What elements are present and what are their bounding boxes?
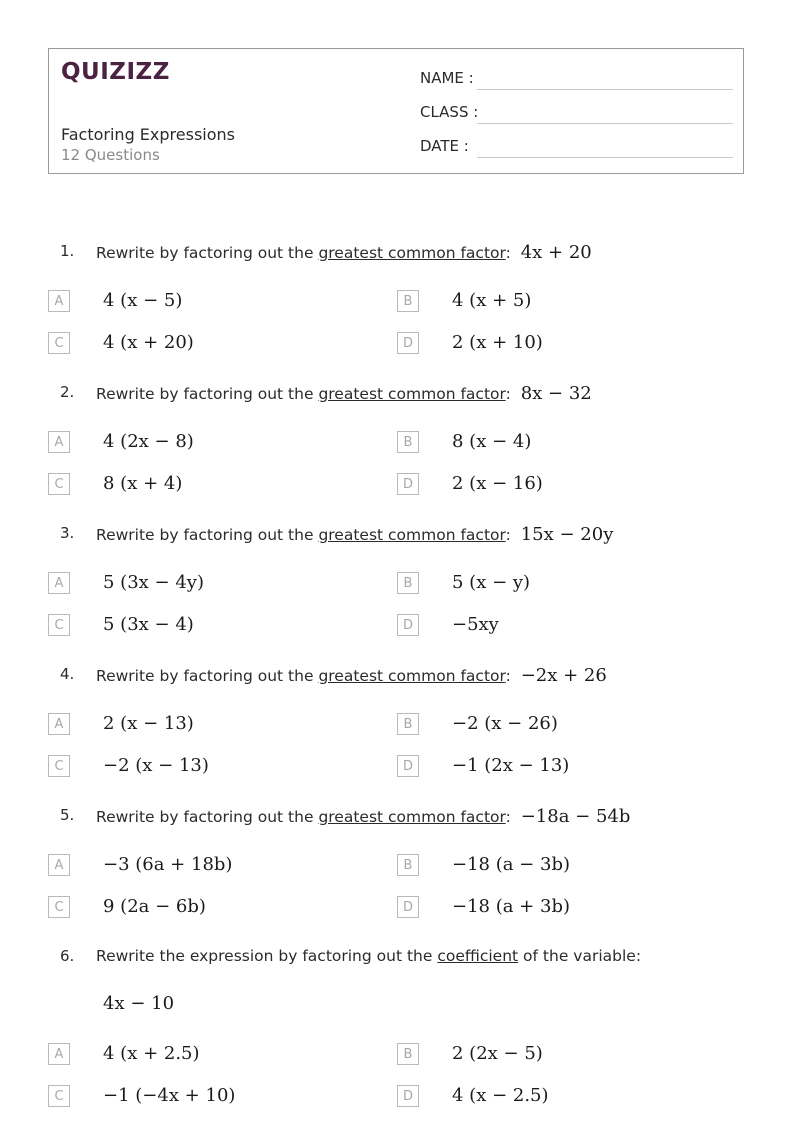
prompt-underlined-term: coefficient [437, 947, 519, 965]
question-number: 2. [60, 383, 75, 401]
prompt-text: Rewrite by factoring out the [96, 244, 319, 262]
option-b-box[interactable]: B [397, 431, 419, 453]
prompt-suffix: : [505, 244, 511, 262]
prompt-text: Rewrite by factoring out the [96, 667, 319, 685]
question-prompt [96, 383, 592, 404]
option-d-text: −18 (a + 3b) [452, 896, 570, 917]
name-field-line [477, 89, 733, 90]
question-number: 1. [60, 242, 75, 260]
option-c-box[interactable]: C [48, 332, 70, 354]
prompt-expression: −18a − 54b [520, 806, 631, 827]
option-d-box[interactable]: D [397, 473, 419, 495]
prompt-expression: 8x − 32 [520, 383, 592, 404]
option-c-box[interactable]: C [48, 1085, 70, 1107]
option-a-box[interactable]: A [48, 713, 70, 735]
option-a-text: 4 (x − 5) [103, 290, 183, 311]
prompt-text: Rewrite by factoring out the [96, 526, 319, 544]
option-b-box[interactable]: B [397, 713, 419, 735]
option-a-box[interactable]: A [48, 572, 70, 594]
option-c-box[interactable]: C [48, 473, 70, 495]
option-b-box[interactable]: B [397, 290, 419, 312]
option-c-box[interactable]: C [48, 614, 70, 636]
option-d-box[interactable]: D [397, 614, 419, 636]
prompt-suffix: : [505, 526, 511, 544]
option-d-text: 2 (x + 10) [452, 332, 543, 353]
question-number: 4. [60, 665, 75, 683]
option-b-box[interactable]: B [397, 572, 419, 594]
prompt-expression: 4x + 20 [520, 242, 592, 263]
class-field-line [477, 123, 733, 124]
option-b-text: −18 (a − 3b) [452, 854, 570, 875]
option-c-text: −1 (−4x + 10) [103, 1085, 236, 1106]
option-d-text: −5xy [452, 614, 499, 635]
question-number: 3. [60, 524, 75, 542]
question-prompt [96, 947, 641, 965]
option-a-text: 4 (2x − 8) [103, 431, 194, 452]
option-a-text: −3 (6a + 18b) [103, 854, 233, 875]
question-prompt [96, 806, 630, 827]
prompt-underlined-term: greatest common factor [318, 526, 506, 544]
option-a-box[interactable]: A [48, 431, 70, 453]
worksheet-title: Factoring Expressions [61, 125, 235, 144]
worksheet-header [48, 48, 744, 174]
quizizz-logo: QUIZIZZ [61, 59, 170, 85]
option-c-text: −2 (x − 13) [103, 755, 209, 776]
prompt-suffix: of the variable: [518, 947, 642, 965]
question-prompt [96, 524, 613, 545]
prompt-text: Rewrite by factoring out the [96, 385, 319, 403]
option-d-box[interactable]: D [397, 755, 419, 777]
option-d-box[interactable]: D [397, 1085, 419, 1107]
prompt-suffix: : [505, 667, 511, 685]
prompt-text: Rewrite by factoring out the [96, 808, 319, 826]
option-b-text: 2 (2x − 5) [452, 1043, 543, 1064]
option-a-box[interactable]: A [48, 1043, 70, 1065]
option-a-text: 5 (3x − 4y) [103, 572, 204, 593]
prompt-underlined-term: greatest common factor [318, 385, 506, 403]
question-number: 6. [60, 947, 75, 965]
prompt-underlined-term: greatest common factor [318, 808, 506, 826]
question-count: 12 Questions [61, 146, 160, 164]
option-c-box[interactable]: C [48, 896, 70, 918]
prompt-underlined-term: greatest common factor [318, 244, 506, 262]
option-b-text: 4 (x + 5) [452, 290, 532, 311]
prompt-underlined-term: greatest common factor [318, 667, 506, 685]
option-c-text: 4 (x + 20) [103, 332, 194, 353]
prompt-expression: −2x + 26 [520, 665, 607, 686]
name-label: NAME : [420, 69, 474, 87]
option-c-text: 8 (x + 4) [103, 473, 183, 494]
class-label: CLASS : [420, 103, 479, 121]
option-b-box[interactable]: B [397, 854, 419, 876]
question-prompt [96, 242, 592, 263]
date-label: DATE : [420, 137, 469, 155]
option-d-text: 2 (x − 16) [452, 473, 543, 494]
option-d-text: −1 (2x − 13) [452, 755, 570, 776]
prompt-suffix: : [505, 385, 511, 403]
option-b-text: 5 (x − y) [452, 572, 531, 593]
option-c-text: 9 (2a − 6b) [103, 896, 206, 917]
option-a-box[interactable]: A [48, 290, 70, 312]
option-d-text: 4 (x − 2.5) [452, 1085, 549, 1106]
prompt-expression: 4x − 10 [103, 993, 175, 1014]
option-c-box[interactable]: C [48, 755, 70, 777]
option-d-box[interactable]: D [397, 332, 419, 354]
option-a-text: 4 (x + 2.5) [103, 1043, 200, 1064]
option-b-box[interactable]: B [397, 1043, 419, 1065]
question-number: 5. [60, 806, 75, 824]
option-b-text: 8 (x − 4) [452, 431, 532, 452]
question-prompt [96, 665, 607, 686]
prompt-expression: 15x − 20y [520, 524, 614, 545]
option-a-box[interactable]: A [48, 854, 70, 876]
date-field-line [477, 157, 733, 158]
option-b-text: −2 (x − 26) [452, 713, 558, 734]
prompt-suffix: : [505, 808, 511, 826]
option-a-text: 2 (x − 13) [103, 713, 194, 734]
option-c-text: 5 (3x − 4) [103, 614, 194, 635]
option-d-box[interactable]: D [397, 896, 419, 918]
prompt-text: Rewrite the expression by factoring out the [96, 947, 438, 965]
